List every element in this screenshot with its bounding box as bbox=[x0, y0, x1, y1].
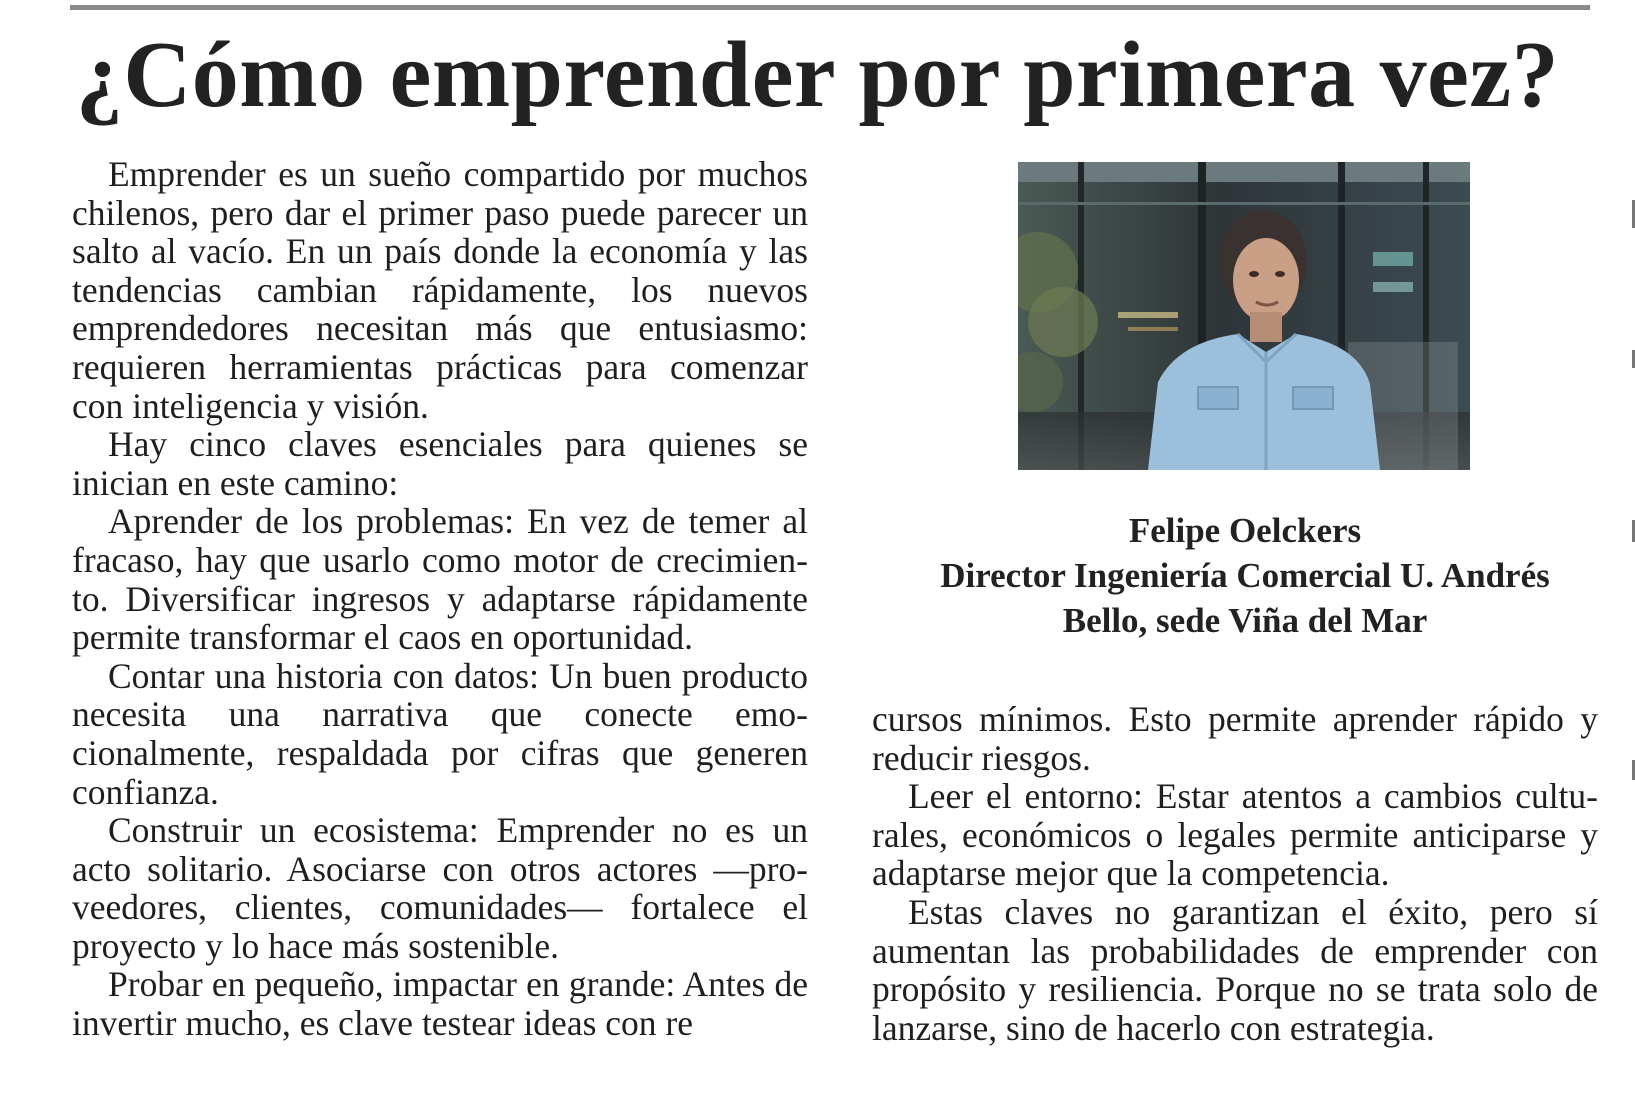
paragraph-test-small: Probar en pequeño, impactar en grande: Antes de invertir mucho, es clave testear ideas con re bbox=[72, 964, 808, 1044]
author-portrait-icon bbox=[1018, 162, 1470, 470]
top-rule bbox=[70, 5, 1590, 10]
paragraph-intro: Emprender es un sueño compartido por muchos chilenos, pero dar el primer paso puede parecer un salto al vacío. En un país donde la economía y las tendencias cambian rápidamente, los nuevos emprendedores necesitan más que entusiasmo: requieren herramientas prácticas para comenzar con inteligencia y visión. bbox=[72, 154, 808, 426]
article-headline: ¿Cómo emprender por primera vez? bbox=[75, 23, 1560, 127]
paragraph-keys-intro: Hay cinco claves esenciales para quienes se inician en este camino: bbox=[72, 424, 808, 503]
paragraph-learn-from-problems: Aprender de los problemas: En vez de temer al fracaso, hay que usarlo como motor de crecimiento. Diversificar ingresos y adaptarse rápidamente permite transformar el caos en oportunidad. bbox=[72, 501, 808, 658]
paragraph-test-small-continued: cursos mínimos. Esto permite aprender rápido y reducir riesgos. bbox=[872, 699, 1598, 778]
author-name: Felipe Oelckers bbox=[1128, 511, 1362, 550]
author-title-line-1: Director Ingeniería Comercial U. Andrés bbox=[940, 556, 1550, 595]
paragraph-ecosystem: Construir un ecosistema: Emprender no es un acto solitario. Asociarse con otros actores —proveedores, clientes, comunidades— fortalece el proyecto y lo hace más sostenible. bbox=[72, 810, 808, 966]
left-column bbox=[72, 155, 808, 1043]
paragraph-conclusion: Estas claves no garantizan el éxito, pero sí aumentan las probabilidades de emprender con propósito y resiliencia. Porque no se trata solo de lanzarse, sino de hacerlo con estrategia. bbox=[872, 891, 1598, 1048]
paragraph-storytelling: Contar una historia con datos: Un buen producto necesita una narrativa que conecte emocionalmente, respaldada por cifras que generen confianza. bbox=[72, 655, 808, 812]
paragraph-read-environment: Leer el entorno: Estar atentos a cambios culturales, económicos o legales permite anticiparse y adaptarse mejor que la competencia. bbox=[872, 776, 1598, 894]
author-title-line-2: Bello, sede Viña del Mar bbox=[1062, 601, 1428, 640]
photo-caption bbox=[900, 508, 1590, 643]
right-column bbox=[872, 700, 1598, 1047]
author-photo bbox=[1018, 162, 1470, 470]
